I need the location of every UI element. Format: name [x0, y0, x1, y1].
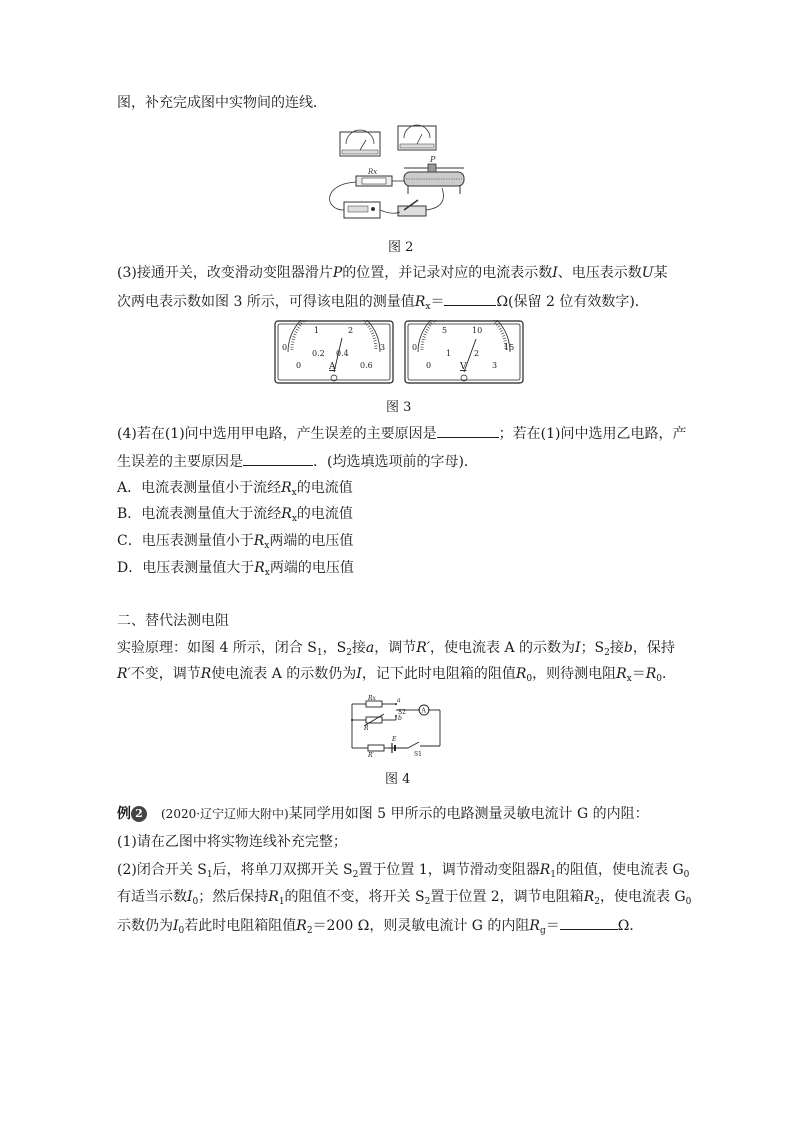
- svg-text:2: 2: [474, 349, 480, 358]
- svg-text:A: A: [421, 707, 426, 715]
- svg-text:A: A: [329, 362, 336, 372]
- svg-text:0.6: 0.6: [360, 361, 373, 370]
- option-c: C．电压表测量值小于$R_x$两端的电压值: [117, 533, 354, 551]
- q4-line-2: 生误差的主要原因是 ．(均选填选项前的字母)．: [117, 451, 478, 472]
- svg-text:b: b: [398, 715, 402, 722]
- example-2-q1: (1)请在乙图中将实物连线补充完整；: [117, 834, 347, 850]
- answer-blank-rx[interactable]: [444, 291, 496, 306]
- example-2-header: 例 2 (2020·辽宁辽师大附中)某同学用如图 5 甲所示的电路测量灵敏电流计 G 的内阻：: [117, 806, 649, 822]
- option-b: B．电流表测量值大于流经$R_x$的电流值: [117, 506, 353, 524]
- option-a: A．电流表测量值小于流经$R_x$的电流值: [117, 480, 353, 498]
- q3-line-1: (3)接通开关，改变滑动变阻器滑片P的位置，并记录对应的电流表示数I、电压表示数U某: [117, 265, 668, 281]
- svg-text:1: 1: [314, 326, 320, 335]
- svg-text:S2: S2: [398, 709, 406, 716]
- figure-3-meters: [274, 320, 524, 384]
- figure-4-caption: 图 4: [385, 772, 411, 787]
- section-2-title: 二、替代法测电阻: [117, 613, 229, 629]
- answer-blank-rg[interactable]: [560, 915, 618, 930]
- meter-right-icon: [398, 125, 436, 150]
- svg-text:10: 10: [472, 326, 483, 335]
- example-2-q2-line-3: 示数仍为$I_0$若此时电阻箱阻值$R_2=200$ Ω，则灵敏电流计 G 的内阻$R_g= \Omega$．: [117, 915, 643, 941]
- svg-text:0: 0: [282, 343, 288, 352]
- svg-text:E: E: [392, 736, 397, 743]
- answer-blank-q4-a[interactable]: [437, 423, 499, 438]
- svg-text:R′: R′: [368, 752, 374, 758]
- meter-left-icon: [340, 130, 380, 156]
- q3-line-2: 次两电表示数如图 3 所示，可得该电阻的测量值$R_x= \Omega$(保留 2 位有效数字)．: [117, 291, 649, 317]
- ammeter-dial: [275, 320, 393, 383]
- example-source: (2020·辽宁辽师大附中): [161, 807, 289, 821]
- svg-text:V: V: [460, 362, 467, 372]
- svg-text:5: 5: [442, 326, 448, 335]
- figure-4-circuit: [346, 694, 446, 758]
- svg-text:Rx: Rx: [368, 695, 376, 702]
- svg-text:0.2: 0.2: [312, 349, 325, 358]
- example-2-q2-line-2: 有适当示数$I_0$；然后保持$R_1$的阻值不变，将开关 $S_2$置于位置 2，调节电阻箱$R_2$，使电流表 $G_0$: [117, 889, 692, 907]
- svg-text:0: 0: [296, 361, 302, 370]
- svg-text:1: 1: [446, 349, 452, 358]
- example-2-q2-line-1: (2)闭合开关 $S_1$后，将单刀双掷开关 $S_2$置于位置 1，调节滑动变阻器$R_1$的阻值，使电流表 $G_0$: [117, 862, 690, 880]
- example-label: 例: [117, 806, 131, 822]
- svg-text:S1: S1: [414, 751, 422, 758]
- q4-line-1: (4)若在(1)问中选用甲电路，产生误差的主要原因是 ；若在(1)问中选用乙电路，产: [117, 423, 687, 444]
- section-2-para-line-1: 实验原理：如图 4 所示，闭合 $S_1$，$S_2$接a，调节R′，使电流表 A 的示数为I；$S_2$接b，保持: [117, 640, 675, 658]
- resistor-rx-icon: [356, 168, 392, 186]
- option-d: D．电压表测量值大于$R_x$两端的电压值: [117, 560, 354, 578]
- svg-text:15: 15: [504, 343, 515, 352]
- figure-3-caption: 图 3: [386, 400, 412, 415]
- rheostat-icon: [404, 155, 464, 194]
- switch-icon: [398, 200, 426, 216]
- svg-text:0: 0: [426, 361, 432, 370]
- svg-text:2: 2: [348, 326, 354, 335]
- intro-text: 图，补充完成图中实物间的连线．: [117, 95, 327, 111]
- svg-text:3: 3: [492, 361, 498, 370]
- svg-text:0.4: 0.4: [336, 349, 349, 358]
- svg-text:0: 0: [412, 343, 418, 352]
- svg-text:a: a: [397, 697, 401, 704]
- svg-text:R: R: [364, 725, 369, 732]
- power-supply-icon: [344, 202, 380, 218]
- svg-text:P: P: [430, 155, 436, 164]
- figure-2-caption: 图 2: [388, 240, 414, 255]
- svg-text:Rx: Rx: [368, 168, 378, 176]
- example-number-badge: 2: [131, 806, 147, 822]
- section-2-para-line-2: R′不变，调节R使电流表 A 的示数仍为I，记下此时电阻箱的阻值$R_0$，则待测电阻$R_x=R_0$．: [117, 666, 677, 684]
- voltmeter-dial: [405, 320, 523, 383]
- answer-blank-q4-b[interactable]: [243, 451, 313, 466]
- figure-2-apparatus: [318, 124, 478, 228]
- svg-text:3: 3: [380, 343, 386, 352]
